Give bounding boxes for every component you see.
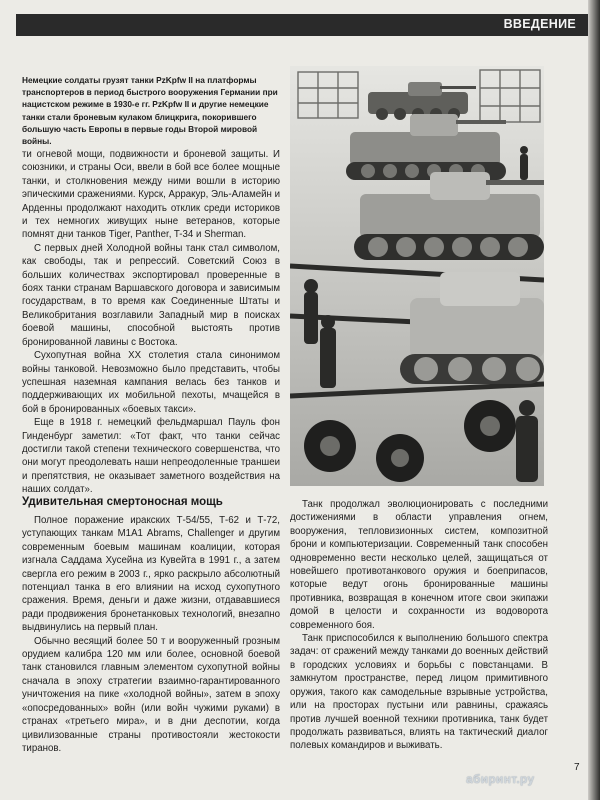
- page-number: 7: [574, 762, 580, 773]
- page-edge-shadow: [588, 0, 600, 800]
- paragraph: ти огневой мощи, подвижности и броневой защиты. И союзники, и страны Оси, ввели в бой все более мощные танки, и столкновения между ними вошли в историю эпическими сражениями. Курск, Арракур, Эль-Аламейн и Арденны продолжают находить отклик среди историков и тех немногих живущих ныне ветеранов, которые помнят дни танков Tiger, Panther, T-34 и Sherman.: [22, 149, 280, 241]
- tank-photo-illustration: [290, 66, 544, 486]
- section-heading: Удивительная смертоносная мощь: [22, 496, 223, 508]
- paragraph: Полное поражение иракских Т-54/55, Т-62 и Т-72, уступающих танкам M1A1 Abrams, Challenger и другим современным боевым машинам коалиции, которая изгнала Саддама Хусейна из Кувейта в 1991 г., а затем свергла его режим в 2003 г., ярко раскрыло абсолютный потенциал танка в его влиянии на исход сухопутного сражения. Время, деньги и даже жизни, отдававшиеся ради продвижения бронетанковых технологий, внезапно выдвинулись на первый план.: [22, 515, 280, 634]
- watermark: абиринт.ру: [466, 772, 535, 786]
- tank-loading-photo: [290, 66, 544, 486]
- left-column-text: [22, 148, 280, 497]
- chapter-title: ВВЕДЕНИЕ: [503, 17, 576, 31]
- paragraph: С первых дней Холодной войны танк стал символом, как свободы, так и репрессий. Советский Союз в больших количествах экспортировал проверенные в боях танки странам Варшавского договора и зависимым государствам, в то время как Соединенные Штаты и Великобритания возглавили Западный мир в поисках боевой машины, способной выстоять против бронированной лавины с Востока.: [22, 242, 280, 348]
- paragraph: Сухопутная война XX столетия стала синонимом войны танковой. Невозможно было представить, чтобы успешная наземная кампания велась без танков и поддерживающих их мобильной пехоты, мчащейся в бой в бронированных «боевых такси».: [22, 350, 280, 415]
- paragraph: Обычно весящий более 50 т и вооруженный грозным орудием калибра 120 мм или более, основной боевой танк становился главным элементом сухопутной войны сначала в эпоху стратегии взаимно-гарантированного уничтожения на пике «холодной войны», затем в эпоху «опосредованных» войн (или войн чужими руками) в странах «третьего мира», и в дни деспотии, когда цивилизованные страны противостояли жестокости тиранов.: [22, 635, 280, 754]
- right-column-text: [290, 498, 548, 753]
- paragraph: Еще в 1918 г. немецкий фельдмаршал Пауль фон Гинденбург заметил: «Тот факт, что танки сейчас достигли такой степени технического совершенства, что они могут преодолевать наши непреодоленные траншеи и препятствия, не оказывает заметного воздействия на наших солдат».: [22, 417, 280, 496]
- header-bar: [16, 14, 588, 36]
- section-text: [22, 514, 280, 755]
- paragraph: Танк продолжал эволюционировать с последними достижениями в области управления огнем, вооружения, тепловизионных систем, композитной брони и компьютеризации. Современный танк способен одновременно вести несколько целей, защищаться от новейшего противотанкового оружия и боеприпасов, которые ведут огонь бронированные машины противника, возвращая в конечном итоге свои экипажи домой в целости и сохранности из водоворота современного боя.: [290, 499, 548, 631]
- paragraph: Танк приспособился к выполнению большого спектра задач: от сражений между танками до военных действий в городских условиях и борьбы с повстанцами. В замкнутом пространстве, перед лицом примитивного оружия, такого как самодельные взрывные устройства, или на просторах пустыни или равнины, сражаясь против лучшей военной техники противника, танк будет продолжать развиваться, влиять на тактический диалог полевых командиров и выживать.: [290, 633, 548, 752]
- photo-caption: Немецкие солдаты грузят танки PzKpfw II на платформы транспортеров в период быстрого вооружения Германии при нацистском режиме в 1930-е гг. PzKpfw II и другие немецкие танки стали броневым кулаком блицкрига, покорившего большую часть Европы в первые годы Второй мировой войны.: [22, 75, 278, 147]
